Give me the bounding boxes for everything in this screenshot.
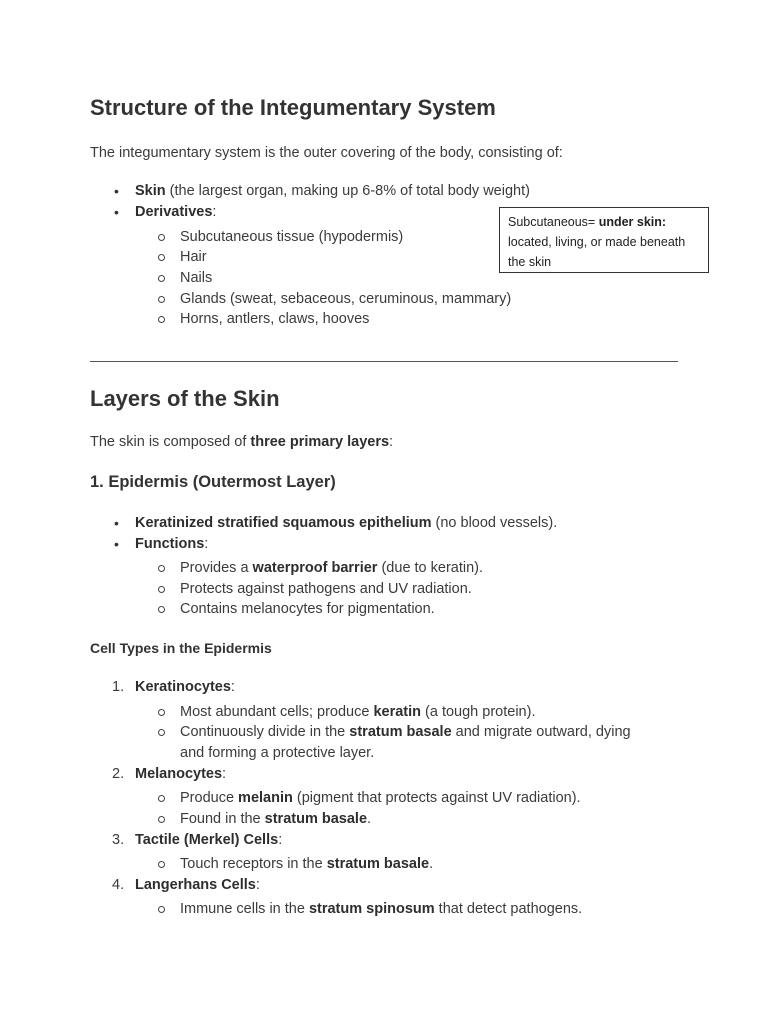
sub-text-pre: Protects against pathogens and UV radiation. xyxy=(180,581,472,597)
sub-text-bold: stratum basale xyxy=(264,811,368,827)
sub-text-bold: keratin xyxy=(373,704,422,720)
item-bold: Tactile (Merkel) Cells xyxy=(135,832,279,848)
bullet-dot-icon: • xyxy=(114,183,119,199)
sub-list-item-text: Hair xyxy=(180,249,207,265)
hollow-bullet-icon xyxy=(158,861,165,868)
hollow-bullet-icon xyxy=(158,729,165,736)
section-title-structure: Structure of the Integumentary System xyxy=(90,95,496,120)
list-item-bold: Skin xyxy=(135,183,166,199)
note-line-3: the skin xyxy=(508,255,552,269)
item-post: : xyxy=(278,832,283,848)
item-post: : xyxy=(222,766,227,782)
item-post: : xyxy=(230,679,235,695)
hollow-bullet-icon xyxy=(158,254,165,261)
bullet-dot-icon: • xyxy=(114,536,119,552)
note-bold: under skin: xyxy=(598,215,667,229)
note-line-2: located, living, or made beneath xyxy=(508,235,686,249)
bullet-dot-icon: • xyxy=(114,204,119,220)
hollow-bullet-icon xyxy=(158,234,165,241)
hollow-bullet-icon xyxy=(158,906,165,913)
sub-text-post: . xyxy=(367,811,372,827)
hollow-bullet-icon xyxy=(158,606,165,613)
definition-note-box xyxy=(499,207,709,273)
hollow-bullet-icon xyxy=(158,586,165,593)
sub-text-post: that detect pathogens. xyxy=(434,901,583,917)
sub-text-pre: Produce xyxy=(180,790,239,806)
item-bold: Melanocytes xyxy=(135,766,223,782)
item-bold: Langerhans Cells xyxy=(135,877,256,893)
sub-text-bold: waterproof barrier xyxy=(252,560,378,576)
list-item-bold: Keratinized stratified squamous epithelium xyxy=(135,515,432,531)
list-item-bold: Functions xyxy=(135,536,205,552)
sub-list-item-text: Glands (sweat, sebaceous, ceruminous, mammary) xyxy=(180,291,512,307)
note-prefix: Subcutaneous= xyxy=(508,215,599,229)
sub-text-pre: Found in the xyxy=(180,811,265,827)
item-number: 4. xyxy=(112,877,125,893)
item-post: : xyxy=(255,877,260,893)
sub-text-pre: Touch receptors in the xyxy=(180,856,327,872)
hollow-bullet-icon xyxy=(158,795,165,802)
sub-text-pre: Provides a xyxy=(180,560,253,576)
hollow-bullet-icon xyxy=(158,816,165,823)
hollow-bullet-icon xyxy=(158,316,165,323)
sub-text-pre: Immune cells in the xyxy=(180,901,309,917)
hollow-bullet-icon xyxy=(158,709,165,716)
list-item-bold: Derivatives xyxy=(135,204,213,220)
item-number: 2. xyxy=(112,766,125,782)
list-item-text: (the largest organ, making up 6-8% of total body weight) xyxy=(165,183,530,199)
sub-text-post: . xyxy=(429,856,434,872)
hollow-bullet-icon xyxy=(158,565,165,572)
sub-text-pre: and forming a protective layer. xyxy=(180,745,375,761)
item-number: 1. xyxy=(112,679,125,695)
subheading-epidermis: 1. Epidermis (Outermost Layer) xyxy=(90,473,336,491)
sub-list-item-text: Horns, antlers, claws, hooves xyxy=(180,311,370,327)
section-title-layers: Layers of the Skin xyxy=(90,386,280,411)
sub-list-item-text: Nails xyxy=(180,270,213,286)
layers-intro-paragraph xyxy=(90,432,393,452)
sub-text-post: (due to keratin). xyxy=(377,560,484,576)
sub-text-pre: Continuously divide in the xyxy=(180,724,350,740)
sub-text-pre: Most abundant cells; produce xyxy=(180,704,374,720)
intro-text: The skin is composed of xyxy=(90,434,251,450)
hollow-bullet-icon xyxy=(158,275,165,282)
list-item-text: : xyxy=(204,536,209,552)
intro-bold: three primary layers xyxy=(250,434,390,450)
note-line-1 xyxy=(508,212,700,232)
item-bold: Keratinocytes xyxy=(135,679,231,695)
sub-text-pre: Contains melanocytes for pigmentation. xyxy=(180,601,435,617)
sub-list-item-text: Subcutaneous tissue (hypodermis) xyxy=(180,229,404,245)
intro-paragraph: The integumentary system is the outer covering of the body, consisting of: xyxy=(90,145,563,161)
bullet-dot-icon: • xyxy=(114,515,119,531)
hollow-bullet-icon xyxy=(158,296,165,303)
list-item-text: (no blood vessels). xyxy=(431,515,558,531)
item-number: 3. xyxy=(112,832,125,848)
intro-text-end: : xyxy=(389,434,394,450)
sub-text-bold: stratum spinosum xyxy=(308,901,435,917)
subheading-cell-types: Cell Types in the Epidermis xyxy=(90,640,272,656)
horizontal-divider xyxy=(90,361,678,362)
sub-text-bold: stratum basale xyxy=(349,724,452,740)
list-item-text: : xyxy=(212,204,217,220)
sub-text-post: (pigment that protects against UV radiation). xyxy=(292,790,581,806)
sub-text-bold: melanin xyxy=(238,790,293,806)
sub-text-bold: stratum basale xyxy=(326,856,430,872)
sub-text-post: (a tough protein). xyxy=(421,704,536,720)
sub-text-post: and migrate outward, dying xyxy=(451,724,631,740)
